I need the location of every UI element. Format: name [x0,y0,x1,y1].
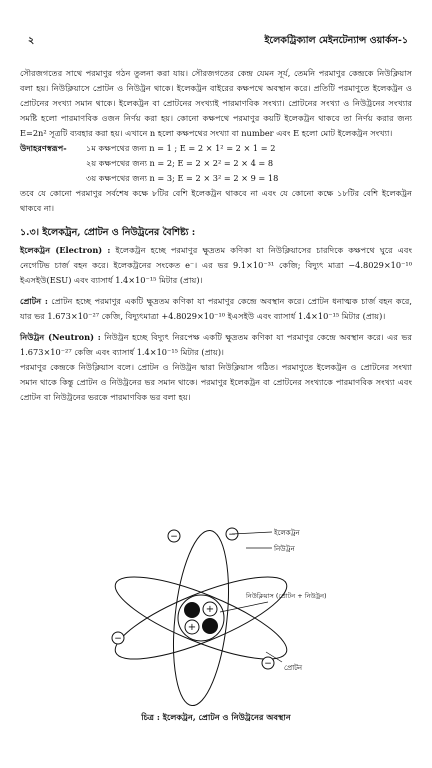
example-line: ৩য় কক্ষপথের জন্য n = 3; E = 2 × 3² = 2 × 9 = 18 [86,173,279,183]
minus-sign: − [264,659,272,669]
running-header [24,34,408,48]
intro-paragraph: সৌরজগতের সাথে পরমাণুর গঠন তুলনা করা যায়। সৌরজগতের কেন্দ্র যেমন সূর্য, তেমনি পরমাণুর কেন্দ্রকে নিউক্লিয়াস বলা হয়। নিউক্লিয়াসে প্রোটন ও নিউট্রন থাকে। ইলেকট্রন বাইরের কক্ষপথে অবস্থান করে। প্রতিটি পরমাণুতে ইলেকট্রন ও প্রোটনের সংখ্যা সমান থাকে। ইলেকট্রন বা প্রোটনের সংখ্যাই পারমাণবিক সংখ্যা। প্রোটনের সংখ্যা ও নিউট্রনের সংখ্যার সমষ্টি হলো পারমাণবিক ওজন নির্ণয় করা হয়। কোনো কক্ষপথে পরমাণুর কয়টি ইলেকট্রন থাকবে তা নির্ণয় করার জন্য E=2n² সূত্রটি ব্যবহার করা হয়। এখানে n হলো কক্ষপথের সংখ্যা বা number এবং E হলো মোট ইলেকট্রন সংখ্যা। [20,68,412,138]
neutron-label: নিউট্রন [274,545,295,553]
neutron-particle [202,618,218,634]
electron-paragraph [20,243,412,288]
example-row [20,141,412,156]
neutron-text: নিউট্রন হচ্ছে বিদ্যুৎ নিরপেক্ষ একটি ক্ষুদ্রতম কণিকা যা পরমাণুর কেন্দ্রে অবস্থান করে। এর ভর 1.673×10⁻²⁷ কেজি এবং ব্যাসার্ধ 1.4×10⁻¹⁵ মিটার (প্রায়)। [20,332,413,357]
running-title: ইলেকট্রিক্যাল মেইনটেন্যান্স ওয়ার্কস-১ [264,35,408,46]
electron-label: ইলেকট্রন [274,529,300,537]
minus-sign: − [228,530,236,540]
example-row [20,156,412,171]
proton-label: প্রোটন [284,664,303,672]
atom-diagram [96,520,336,710]
figure-caption: চিত্র : ইলেকট্রন, প্রোটন ও নিউট্রনের অবস্থান [141,712,291,722]
example-row [20,171,412,186]
nucleus-label: নিউক্লিয়াস (প্রোটন + নিউট্রন) [246,592,327,600]
proton-term: প্রোটন : [20,296,48,306]
example-line: ১ম কক্ষপথের জন্য n = 1 ; E = 2 × 1² = 2 × 1 = 2 [86,143,276,153]
minus-sign: − [170,532,178,542]
example-line: ২য় কক্ষপথের জন্য n = 2; E = 2 × 2² = 2 × 4 = 8 [86,158,274,168]
example-label: উদাহরণস্বরূপ- [20,143,67,153]
section-heading: ১.৩। ইলেকট্রন, প্রোটন ও নিউট্রনের বৈশিষ্ট্য : [20,227,196,238]
proton-text: প্রোটন হচ্ছে পরমাণুর একটি ক্ষুদ্রতম কণিকা যা পরমাণুর কেন্দ্রে অবস্থান করে। প্রোটন ধনাত্মক চার্জ বহন করে, যার ভর 1.673×10⁻²⁷ কেজি, বিদ্যুৎমাত্রা +4.8029×10⁻¹⁰ ইএসইউ এবং ব্যাসার্ধ 1.4×10⁻¹⁵ মিটার (প্রায়)। [20,296,412,321]
shell-rule-paragraph: তবে যে কোনো পরমাণুর সর্বশেষ কক্ষে ৮টির বেশি ইলেকট্রন থাকবে না এবং যে কোনো কক্ষে ১৮টির বেশি ইলেকট্রন থাকবে না। [20,188,412,213]
neutron-term: নিউট্রন (Neutron) : [20,332,101,342]
electron-text: ইলেকট্রন হচ্ছে পরমাণুর ক্ষুদ্রতম কণিকা যা নিউক্লিয়াসের চারদিকে কক্ষপথে ঘুরে এবং নেগেটিভ চার্জ বহন করে। ইলেকট্রনের সংকেত e⁻। এর ভর 9.1×10⁻³¹ কেজি; বিদ্যুৎ মাত্রা −4.8029×10⁻¹⁰ ইএসইউ(ESU) এবং ব্যাসার্ধ 1.4×10⁻¹⁵ মিটার (প্রায়)। [20,245,413,285]
neutron-particle [184,602,200,618]
plus-sign: + [187,622,197,633]
proton-paragraph [20,294,412,324]
page-body [20,66,412,405]
nucleus-boundary [178,595,224,641]
electron-term: ইলেকট্রন (Electron) : [20,245,111,255]
nucleus-paragraph: পরমাণুর কেন্দ্রকে নিউক্লিয়াস বলে। প্রোটন ও নিউট্রন দ্বারা নিউক্লিয়াস গঠিত। পরমাণুতে ইলেকট্রন ও প্রোটনের সংখ্যা সমান থাকে কিন্তু প্রোটন ও নিউট্রনের ভর সমান থাকে। পরমাণুর ইলেকট্রন বা প্রোটনের সংখ্যাকে পারমাণবিক সংখ্যা এবং প্রোটন বা নিউট্রনের ভরকে পারমাণবিক ভর বলা হয়। [20,362,412,402]
neutron-paragraph [20,330,412,360]
minus-sign: − [114,634,122,644]
page-number: ২ [28,35,35,46]
plus-sign: + [205,604,215,615]
